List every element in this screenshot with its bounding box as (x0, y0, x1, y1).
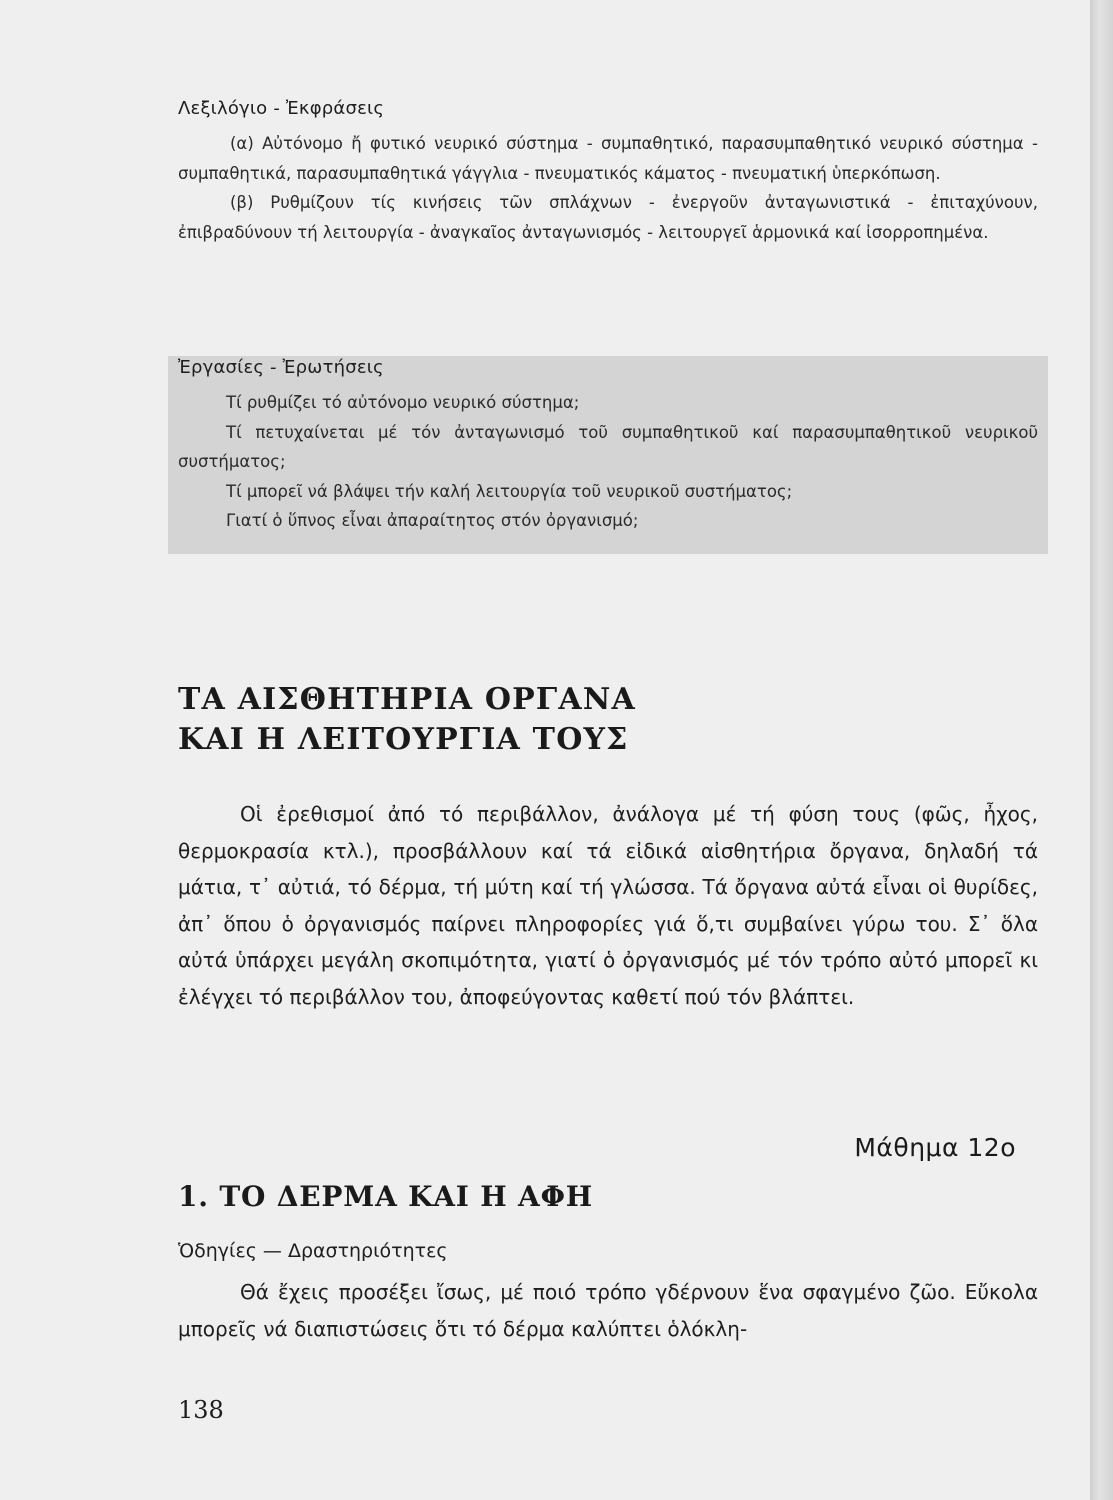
tasks-section (178, 357, 1038, 536)
page-number: 138 (178, 1396, 224, 1424)
lesson-title-block (178, 1180, 1038, 1213)
lesson-label: Μάθημα 12ο (854, 1133, 1016, 1162)
task-question: Τί μπορεῖ νά βλάψει τήν καλή λειτουργία τοῦ νευρικοῦ συστήματος; (226, 481, 793, 501)
vocabulary-heading: Λεξιλόγιο - Ἐκφράσεις (178, 98, 385, 119)
task-question: Τί ρυθμίζει τό αὐτόνομο νευρικό σύστημα; (226, 393, 580, 412)
chapter-heading (178, 680, 1038, 760)
guidelines-paragraph: Θά ἔχεις προσέξει ἴσως, μέ ποιό τρόπο γδέρνουν ἕνα σφαγμένο ζῶο. Εὔκολα μπορεῖς νά διαπιστώσεις ὅτι τό δέρμα καλύπτει ὁλόκλη- (178, 1280, 1038, 1341)
vocabulary-paragraph-a: (α) Αὐτόνομο ἤ φυτικό νευρικό σύστημα - συμπαθητικό, παρασυμπαθητικό νευρικό σύστημα - συμπαθητικά, παρασυμπαθητικά γάγγλια - πνευματικός κάματος - πνευματική ὑπερκόπωση. (178, 134, 1038, 183)
chapter-intro (178, 796, 1038, 1015)
guidelines-heading: Ὁδηγίες — Δραστηριότητες (178, 1240, 448, 1262)
vocabulary-paragraph-b: (β) Ρυθμίζουν τίς κινήσεις τῶν σπλάχνων - ἐνεργοῦν ἀνταγωνιστικά - ἐπιταχύνουν, ἐπιβραδύνουν τή λειτουργία - ἀναγκαῖος ἀνταγωνισμός - λειτουργεῖ ἁρμονικά καί ἰσορροπημένα. (178, 193, 1038, 242)
book-gutter-edge (1090, 0, 1113, 1500)
chapter-title-line-1: ΤΑ ΑΙΣΘΗΤΗΡΙΑ ΟΡΓΑΝΑ (178, 682, 636, 717)
task-question: Τί πετυχαίνεται μέ τόν ἀνταγωνισμό τοῦ συμπαθητικοῦ καί παρασυμπαθητικοῦ νευρικοῦ συστήματος; (178, 422, 1038, 471)
vocabulary-section (178, 98, 1038, 247)
tasks-heading: Ἐργασίες - Ἐρωτήσεις (178, 357, 384, 378)
chapter-title-line-2: ΚΑΙ Η ΛΕΙΤΟΥΡΓΙΑ ΤΟΥΣ (178, 722, 629, 757)
chapter-intro-paragraph: Οἱ ἐρεθισμοί ἀπό τό περιβάλλον, ἀνάλογα μέ τή φύση τους (φῶς, ἦχος, θερμοκρασία κτλ.), προσβάλλουν καί τά εἰδικά αἰσθητήρια ὄργανα, δηλαδή τά μάτια, τ᾽ αὐτιά, τό δέρμα, τή μύτη καί τή γλώσσα. Τά ὄργανα αὐτά εἶναι οἱ θυρίδες, ἀπ᾽ ὅπου ὁ ὀργανισμός παίρνει πληροφορίες γιά ὅ,τι συμβαίνει γύρω του. Σ᾽ ὅλα αὐτά ὑπάρχει μεγάλη σκοπιμότητα, γιατί ὁ ὀργανισμός μέ τόν τρόπο αὐτό μπορεῖ κι ἐλέγχει τό περιβάλλον του, ἀποφεύγοντας καθετί πού τόν βλάπτει. (178, 802, 1038, 1009)
task-question: Γιατί ὁ ὕπνος εἶναι ἀπαραίτητος στόν ὀργανισμό; (226, 511, 639, 530)
guidelines-section (178, 1240, 1038, 1347)
lesson-title: 1. ΤΟ ΔΕΡΜΑ ΚΑΙ Η ΑΦΗ (178, 1180, 594, 1213)
